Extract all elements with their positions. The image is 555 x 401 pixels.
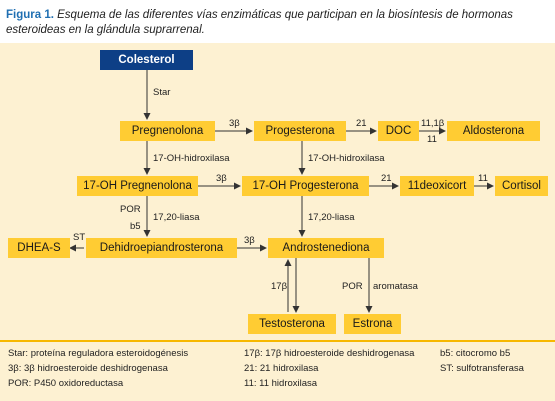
edge-label-star: Star xyxy=(153,87,171,98)
node-doc: DOC xyxy=(378,121,419,141)
edge-label-st: ST xyxy=(73,232,86,243)
edge-label-17-20-liasa-1: 17,20-liasa xyxy=(153,212,200,223)
edge-label-b5: b5 xyxy=(130,221,141,232)
edge-label-3b-3: 3β xyxy=(244,235,255,246)
edge-label-21-1: 21 xyxy=(356,118,367,129)
legend-item: Star: proteína reguladora esteroidogénesis xyxy=(8,348,189,359)
edge-label-11-1b: 11,1β xyxy=(421,118,445,129)
legend-item: 3β: 3β hidroesteroide deshidrogenasa xyxy=(8,363,168,374)
legend-item: b5: citocromo b5 xyxy=(440,348,511,359)
edge-label-por-2: POR xyxy=(342,281,363,292)
node-progesterona: Progesterona xyxy=(254,121,346,141)
legend-item: 11: 11 hidroxilasa xyxy=(244,378,318,389)
edge-label-21-2: 21 xyxy=(381,173,392,184)
edge-label-17b: 17β xyxy=(271,281,288,292)
edge-label-3b-2: 3β xyxy=(216,173,227,184)
edge-label-3b-1: 3β xyxy=(229,118,240,129)
node-dehidroepiandrosterona: Dehidroepiandrosterona xyxy=(86,238,237,258)
edge-label-11-b: 11 xyxy=(478,173,488,184)
node-colesterol: Colesterol xyxy=(100,50,193,70)
edge-label-11-a: 11 xyxy=(427,134,437,145)
edge-label-17-oh-hidroxilasa-2: 17-OH-hidroxilasa xyxy=(308,153,385,164)
edge-label-aromatasa: aromatasa xyxy=(373,281,418,292)
caption-label: Figura 1. xyxy=(6,9,54,21)
edge-label-17-20-liasa-2: 17,20-liasa xyxy=(308,212,355,223)
node-androstenediona: Androstenediona xyxy=(268,238,384,258)
legend-item: ST: sulfotransferasa xyxy=(440,363,524,374)
legend-item: 17β: 17β hidroesteroide deshidrogenasa xyxy=(244,348,415,359)
node-aldosterona: Aldosterona xyxy=(447,121,540,141)
edge-label-por-1: POR xyxy=(120,204,141,215)
node-17-oh-pregnenolona: 17-OH Pregnenolona xyxy=(77,176,198,196)
node-dhea-s: DHEA-S xyxy=(8,238,70,258)
node-testosterona: Testosterona xyxy=(248,314,336,334)
node-pregnenolona: Pregnenolona xyxy=(120,121,215,141)
node-11deoxicort: 11deoxicort xyxy=(400,176,474,196)
edge-label-17-oh-hidroxilasa-1: 17-OH-hidroxilasa xyxy=(153,153,230,164)
node-estrona: Estrona xyxy=(344,314,401,334)
node-17-oh-progesterona: 17-OH Progesterona xyxy=(242,176,369,196)
caption-text: Esquema de las diferentes vías enzimáticas que participan en la biosíntesis de hormonas esteroideas en la glándula suprarrenal. xyxy=(6,9,513,36)
legend-item: 21: 21 hidroxilasa xyxy=(244,363,319,374)
node-cortisol: Cortisol xyxy=(495,176,548,196)
legend-item: POR: P450 oxidoreductasa xyxy=(8,378,124,389)
legend-divider xyxy=(0,340,555,342)
